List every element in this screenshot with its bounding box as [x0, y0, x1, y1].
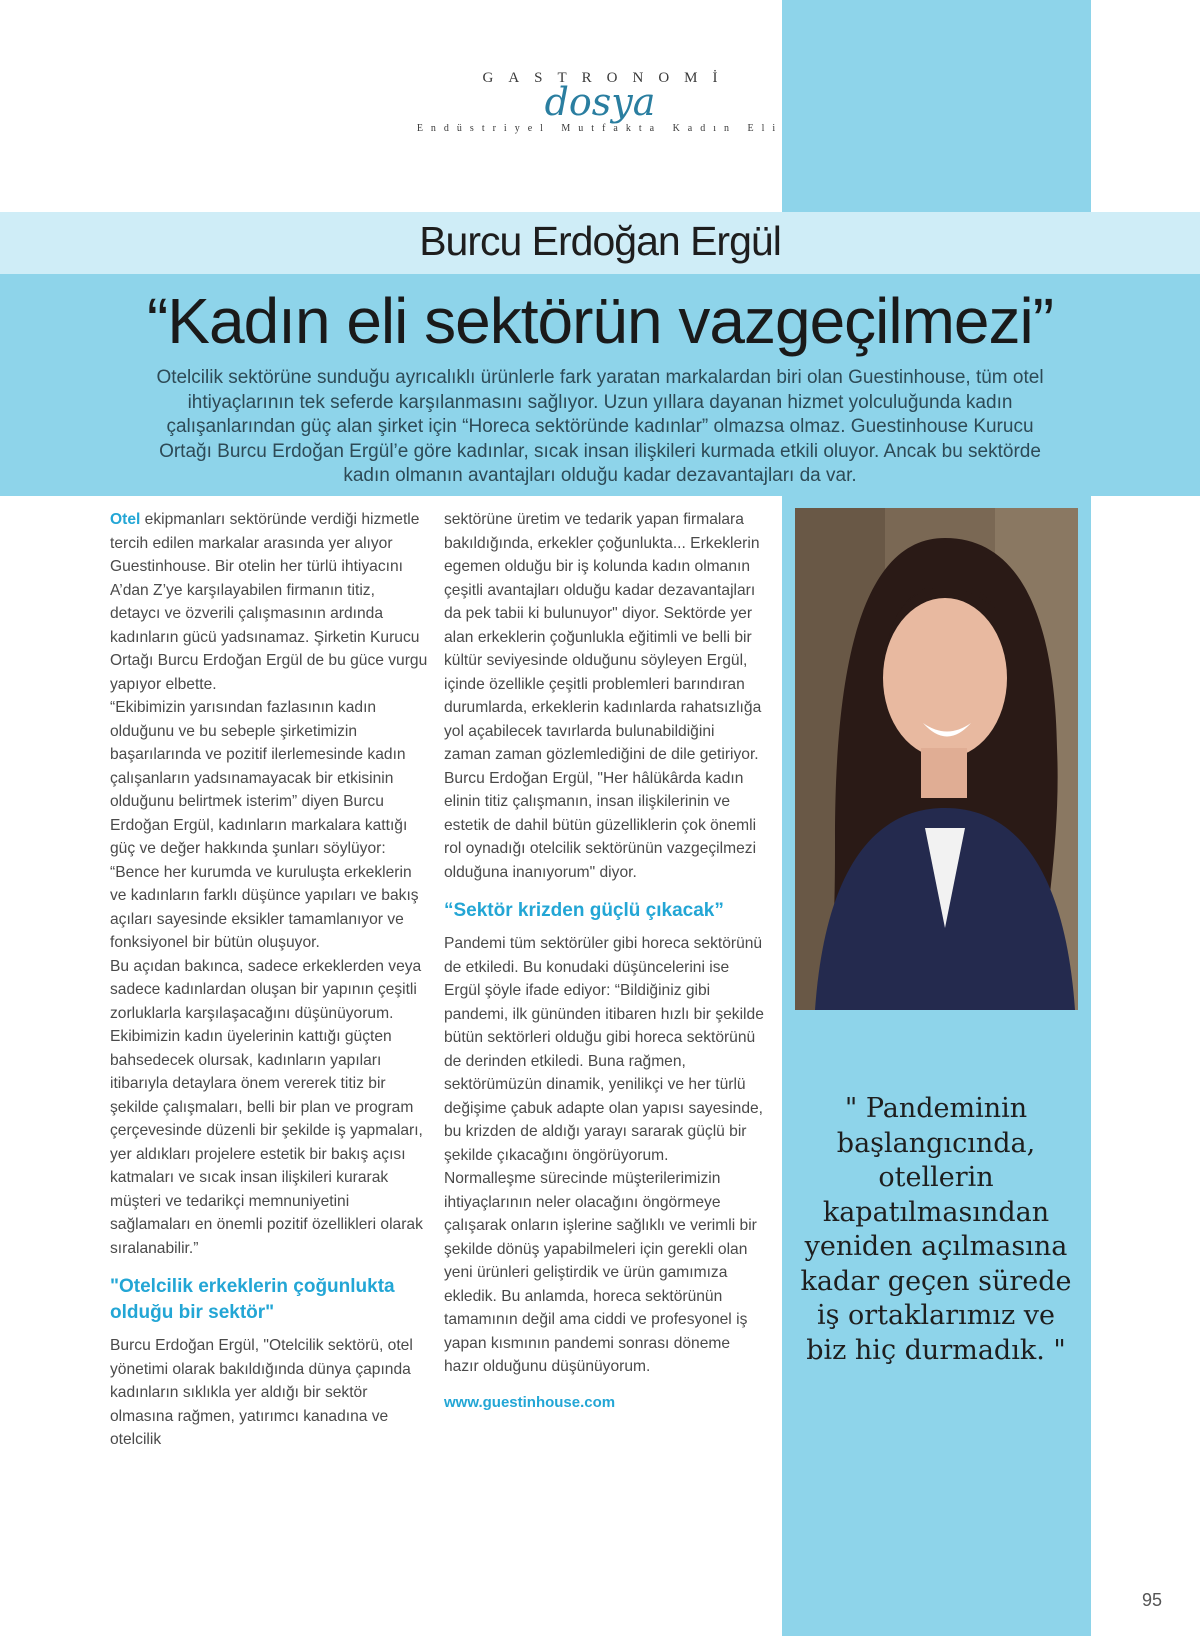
portrait-photo: [795, 508, 1078, 1010]
paragraph: Pandemi tüm sektörüler gibi horeca sektörünü de etkiledi. Bu konudaki düşüncelerini ise Ergül şöyle ifade ediyor: “Bildiğiniz gibi pandemi, ilk gününden itibaren hızlı bir şekilde bütün sektörleri olduğu gibi horeca sektörünü de derinden etkiledi. Buna rağmen, sektörümüzün dinamik, yenilikçi ve her türlü değişime çabuk adapte olan yapısı sayesinde, bu krizden de aldığı yarayı sararak güçlü bir şekilde çıkacağını öngörüyorum. Normalleşme sürecinde müşterilerimizin ihtiyaçlarının neler olacağını öngörmeye çalışarak onların işlerine sağlıklı ve verimli bir şekilde dönüş yapabilmeleri için gerekli olan yeni ürünleri geliştirdik ve ürün gamımıza ekledik. Bu anlamda, horeca sektörünün tamamının değil ama ciddi ve profesyonel iş yapan kısmının pandemi sonrası döneme hazır olduğunu düşünüyorum.: [444, 935, 764, 1375]
person-name: Burcu Erdoğan Ergül: [419, 218, 781, 264]
drop-word: Otel: [110, 511, 141, 528]
paragraph: sektörüne üretim ve tedarik yapan firmalara bakıldığında, erkekler çoğunlukta... Erkeklerin egemen olduğu bir iş kolunda kadın olmanın çeşitli avantajları olduğu kadar dezavantajları da pek tabii ki bulunuyor" diyor. Sektörde yer alan erkeklerin çoğunlukla eğitimli ve belli bir kültür seviyesinde olduğunu söyleyen Ergül, içinde özellikle çeşitli problemleri barındıran durumlarda, erkeklerin kadınlarda rahatsızlığa yol açabilecek tavırlarda bulunabildiğini zaman zaman gözlemlediğini de dile getiriyor. Burcu Erdoğan Ergül, "Her hâlükârda kadın elinin titiz çalışmanın, insan ilişkilerinin ve estetik de dahil bütün güzelliklerin çok önemli rol oynadığı otelcilik sektörünün vazgeçilmezi olduğuna inanıyorum" diyor.: [444, 511, 762, 881]
subheading: “Sektör krizden güçlü çıkacak”: [444, 900, 724, 921]
paragraph: [110, 508, 428, 696]
text-column-1: [110, 508, 428, 1452]
page-number: 95: [1142, 1590, 1163, 1610]
article-lead: Otelcilik sektörüne sunduğu ayrıcalıklı ürünlerle fark yaratan markalardan biri olan Guestinhouse, tüm otel ihtiyaçlarının tek seferde karşılanmasını sağlıyor. Uzun yıllara dayanan hizmet yolculuğunda kadın çalışanlarından güç alan şirket için “Horeca sektöründe kadınlar” olmazsa olmaz. Guestinhouse Kurucu Ortağı Burcu Erdoğan Ergül’e göre kadınlar, sıcak insan ilişkileri kurmada etkili oluyor. Ancak bu sektörde kadın olmanın avantajları olduğu kadar dezavantajları da var.: [156, 367, 1044, 486]
pull-quote: " Pandeminin başlangıcında, otellerin kapatılmasından yeniden açılmasına kadar geçen sürede iş ortaklarımız ve biz hiç durmadık. ": [800, 1093, 1072, 1366]
paragraph: Bu açıdan bakınca, sadece erkeklerden veya sadece kadınlardan oluşan bir yapının çeşitli zorluklarla karşılaşacağını düşünüyorum. Ekibimizin kadın üyelerinin kattığı güçten bahsedecek olursak, kadınların yapıları itibarıyla detaylara önem vererek titiz bir şekilde çalışmaları, belli bir plan ve program çerçevesinde düzenli bir şekilde iş yapmaları, yer aldıkları projelere estetik bir bakış açısı katmaları ve sıcak insan ilişkileri kurarak müşteri ve tedarikçi memnuniyetini sağlamaları en önemli pozitif özellikleri olarak sıralanabilir.”: [110, 957, 423, 1257]
paragraph: “Ekibimizin yarısından fazlasının kadın olduğunu ve bu sebeple şirketimizin başarılarında ve pozitif ilerlemesinde kadın çalışanların yadsınamayacak bir etkisinin olduğunu belirtmek isterim” diyen Burcu Erdoğan Ergül, kadınların markalara kattığı güç ve değer hakkında şunları söylüyor: “Bence her kurumda ve kuruluşta erkeklerin ve kadınların farklı düşünce yapıları ve bakış açıları sayesinde eksikler tamamlanıyor ve fonksiyonel bir bütün oluşuyor.: [110, 699, 419, 951]
masthead-subtitle: Endüstriyel Mutfakta Kadın Eli: [416, 123, 784, 134]
masthead: [380, 70, 820, 170]
paragraph: Burcu Erdoğan Ergül, "Otelcilik sektörü, otel yönetimi olarak bakıldığında dünya çapında kadınların sıklıkla yer aldığı bir sektör olmasına rağmen, yatırımcı kanadına ve otelcilik: [110, 1337, 413, 1448]
portrait-illustration: [795, 508, 1078, 1010]
article-headline: “Kadın eli sektörün vazgeçilmezi”: [146, 285, 1054, 357]
website-link[interactable]: www.guestinhouse.com: [444, 1393, 616, 1411]
text-column-2: [444, 508, 764, 1414]
subheading: "Otelcilik erkeklerin çoğunlukta olduğu bir sektör": [110, 1276, 395, 1323]
masthead-dosya: dosya: [544, 80, 656, 124]
masthead-section-title: GASTRONOMİ: [482, 70, 733, 86]
paragraph-text: ekipmanları sektöründe verdiği hizmetle tercih edilen markalar arasında yer alıyor Guestinhouse. Bir otelin her türlü ihtiyacını A’dan Z’ye karşılayabilen firmanın titiz, detaycı ve özverili çalışmasının ardında kadınların gücü yadsınamaz. Şirketin Kurucu Ortağı Burcu Erdoğan Ergül de bu güce vurgu yapıyor elbette.: [110, 511, 428, 693]
